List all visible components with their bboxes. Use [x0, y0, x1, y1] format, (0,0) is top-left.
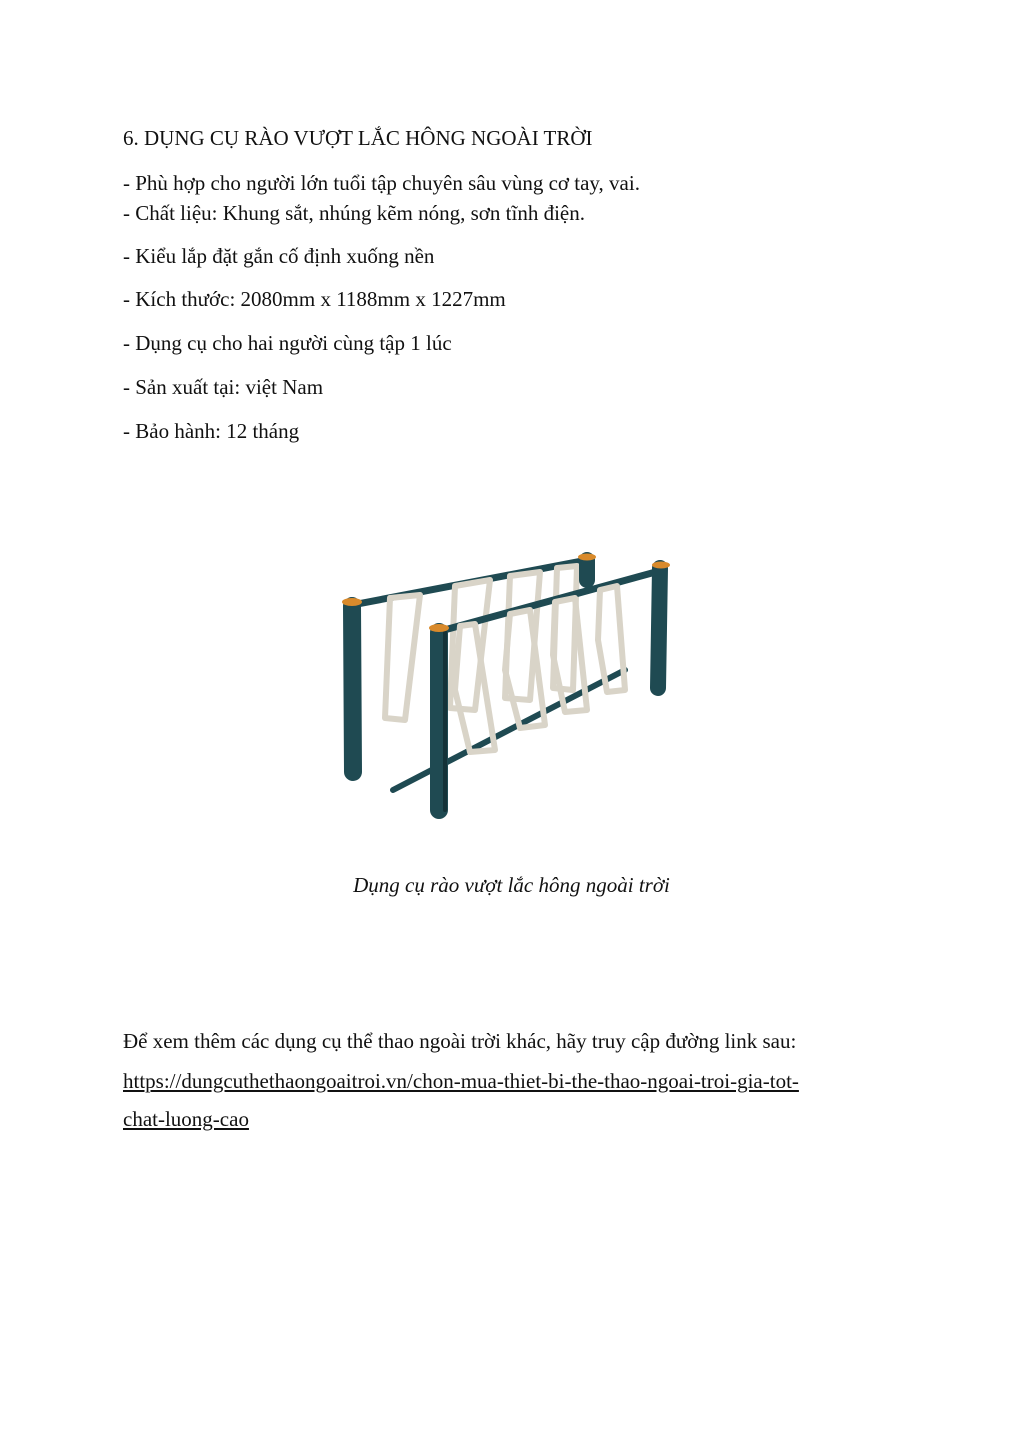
- detail-line-suitability: - Phù hợp cho người lớn tuổi tập chuyên sâu vùng cơ tay, vai.: [123, 171, 640, 195]
- detail-line-material: - Chất liệu: Khung sắt, nhúng kẽm nóng, sơn tĩnh điện.: [123, 201, 585, 225]
- figure-caption: Dụng cụ rào vượt lắc hông ngoài trời: [353, 873, 670, 897]
- detail-line-users: - Dụng cụ cho hai người cùng tập 1 lúc: [123, 331, 452, 355]
- detail-line-installation: - Kiểu lắp đặt gắn cố định xuống nền: [123, 244, 435, 268]
- section-heading: 6. DỤNG CỤ RÀO VƯỢT LẮC HÔNG NGOÀI TRỜI: [123, 126, 593, 150]
- detail-line-warranty: - Bảo hành: 12 tháng: [123, 419, 300, 443]
- product-link-line-2[interactable]: chat-luong-cao: [123, 1107, 249, 1131]
- outdoor-hip-twist-hurdle-equipment-icon: [325, 540, 685, 830]
- product-link-line-1[interactable]: https://dungcuthethaongoaitroi.vn/chon-mua-thiet-bi-the-thao-ngoai-troi-gia-tot-: [123, 1069, 799, 1093]
- more-info-text: Để xem thêm các dụng cụ thể thao ngoài trời khác, hãy truy cập đường link sau:: [123, 1029, 797, 1053]
- detail-line-origin: - Sản xuất tại: việt Nam: [123, 375, 324, 399]
- detail-line-dimensions: - Kích thước: 2080mm x 1188mm x 1227mm: [123, 287, 506, 311]
- equipment-image: [325, 540, 685, 830]
